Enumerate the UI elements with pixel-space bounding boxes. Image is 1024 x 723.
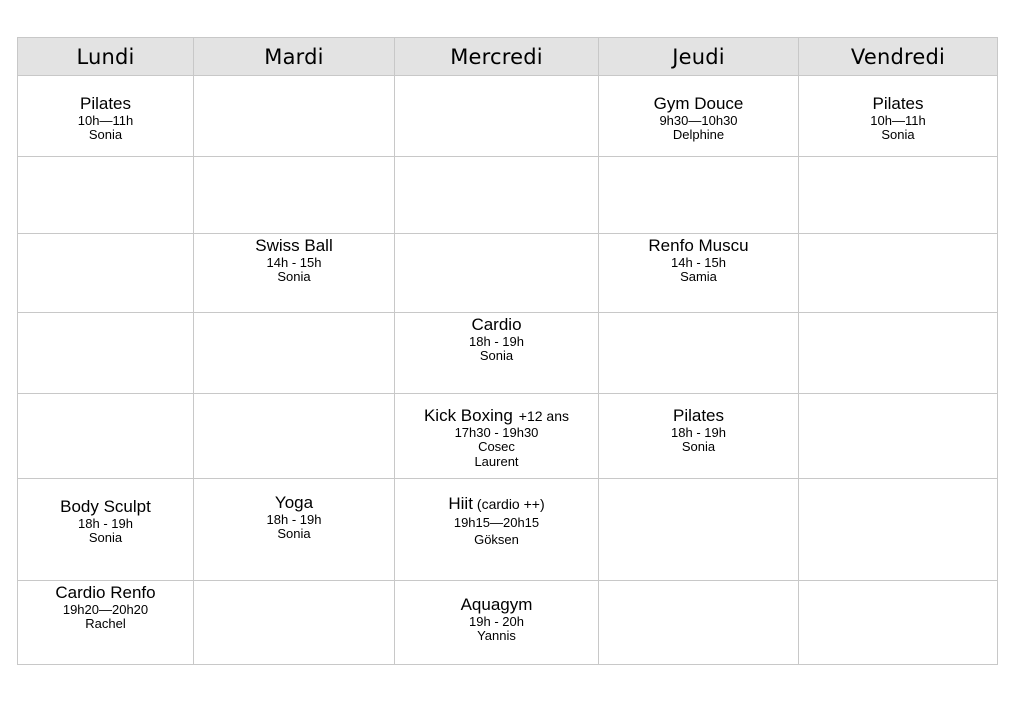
empty-cell xyxy=(599,157,799,234)
class-entry xyxy=(18,583,193,632)
class-time: 14h - 15h xyxy=(266,254,322,270)
day-header-jeudi: Jeudi xyxy=(599,38,799,76)
empty-cell xyxy=(194,394,395,479)
class-entry xyxy=(599,236,798,285)
schedule-row xyxy=(18,479,998,581)
cell-mercredi-kick-boxing xyxy=(395,394,599,479)
day-header-mercredi: Mercredi xyxy=(395,38,599,76)
weekly-schedule-table xyxy=(17,37,998,665)
class-coach: Yannis xyxy=(477,628,516,644)
empty-cell xyxy=(799,313,998,394)
class-coach: Rachel xyxy=(85,616,126,632)
class-name: Swiss Ball xyxy=(255,236,333,255)
day-header-lundi: Lundi xyxy=(18,38,194,76)
class-name: Cardio Renfo xyxy=(55,583,156,602)
cell-mercredi-cardio xyxy=(395,313,599,394)
class-name: Pilates xyxy=(872,94,924,113)
empty-cell xyxy=(395,157,599,234)
class-time: 18h - 19h xyxy=(266,511,322,527)
class-coach: Samia xyxy=(680,269,717,285)
class-coach: Laurent xyxy=(474,454,519,470)
class-age-note: +12 ans xyxy=(518,408,570,424)
empty-cell xyxy=(194,581,395,665)
class-entry xyxy=(395,406,598,470)
class-time: 9h30—10h30 xyxy=(659,112,738,128)
class-time: 18h - 19h xyxy=(469,333,524,349)
class-time: 17h30 - 19h30 xyxy=(454,424,539,440)
class-name: Aquagym xyxy=(460,595,533,614)
empty-cell xyxy=(18,394,194,479)
class-entry xyxy=(599,406,798,455)
class-entry xyxy=(395,493,598,549)
class-entry xyxy=(599,94,798,143)
schedule-row xyxy=(18,394,998,479)
class-time: 19h15—20h15 xyxy=(453,515,540,531)
cell-lundi-cardio-renfo xyxy=(18,581,194,665)
class-entry xyxy=(194,236,394,285)
class-name xyxy=(395,493,598,515)
class-coach: Sonia xyxy=(479,348,514,364)
class-name: Cardio xyxy=(471,315,522,334)
class-time: 10h—11h xyxy=(870,112,926,128)
day-header-mardi: Mardi xyxy=(194,38,395,76)
class-entry xyxy=(395,315,598,364)
empty-cell xyxy=(599,479,799,581)
class-time: 18h - 19h xyxy=(671,424,726,440)
class-name: Body Sculpt xyxy=(60,497,151,516)
empty-cell xyxy=(799,157,998,234)
empty-cell xyxy=(194,76,395,157)
class-name: Pilates xyxy=(672,406,725,425)
class-time: 14h - 15h xyxy=(671,254,726,270)
class-time: 19h - 20h xyxy=(469,613,524,629)
cell-jeudi-gym-douce xyxy=(599,76,799,157)
empty-cell xyxy=(799,234,998,313)
cell-lundi-body-sculpt xyxy=(18,479,194,581)
class-name: Renfo Muscu xyxy=(648,236,749,255)
class-note: (cardio ++) xyxy=(476,496,545,512)
empty-cell xyxy=(799,394,998,479)
cell-mercredi-hiit xyxy=(395,479,599,581)
class-time: 10h—11h xyxy=(77,112,134,128)
empty-cell xyxy=(194,157,395,234)
class-entry xyxy=(18,497,193,546)
cell-mercredi-aquagym xyxy=(395,581,599,665)
empty-cell xyxy=(194,313,395,394)
empty-cell xyxy=(18,157,194,234)
class-name-text: Hiit xyxy=(448,494,473,513)
cell-jeudi-pilates xyxy=(599,394,799,479)
schedule-row xyxy=(18,581,998,665)
class-name: Gym Douce xyxy=(653,94,744,113)
class-time: 19h20—20h20 xyxy=(62,601,149,617)
empty-cell xyxy=(395,234,599,313)
class-coach: Delphine xyxy=(672,127,725,143)
empty-cell xyxy=(395,76,599,157)
class-name: Yoga xyxy=(274,493,314,512)
class-name: Pilates xyxy=(79,94,132,113)
cell-jeudi-renfo-muscu xyxy=(599,234,799,313)
class-entry xyxy=(799,94,997,143)
empty-cell xyxy=(599,581,799,665)
schedule-row xyxy=(18,313,998,394)
cell-lundi-pilates xyxy=(18,76,194,157)
class-entry xyxy=(395,595,598,644)
class-name-text: Kick Boxing xyxy=(423,406,513,425)
empty-cell xyxy=(799,479,998,581)
class-coach: Sonia xyxy=(277,269,311,285)
cell-vendredi-pilates xyxy=(799,76,998,157)
cell-mardi-yoga xyxy=(194,479,395,581)
class-time: 18h - 19h xyxy=(78,515,133,531)
empty-cell xyxy=(799,581,998,665)
class-entry xyxy=(194,493,394,542)
class-coach: Sonia xyxy=(881,127,915,143)
cell-mardi-swiss-ball xyxy=(194,234,395,313)
class-entry xyxy=(18,94,193,143)
schedule-row xyxy=(18,157,998,234)
empty-cell xyxy=(18,234,194,313)
class-place: Cosec xyxy=(478,439,515,455)
class-coach: Sonia xyxy=(88,127,123,143)
class-coach: Göksen xyxy=(474,531,519,547)
class-name xyxy=(395,406,598,426)
schedule-row xyxy=(18,234,998,313)
day-header-vendredi: Vendredi xyxy=(799,38,998,76)
empty-cell xyxy=(599,313,799,394)
header-row xyxy=(18,38,998,76)
class-coach: Sonia xyxy=(88,530,123,546)
schedule-row xyxy=(18,76,998,157)
class-coach: Sonia xyxy=(681,439,716,455)
class-coach: Sonia xyxy=(277,526,311,542)
empty-cell xyxy=(18,313,194,394)
